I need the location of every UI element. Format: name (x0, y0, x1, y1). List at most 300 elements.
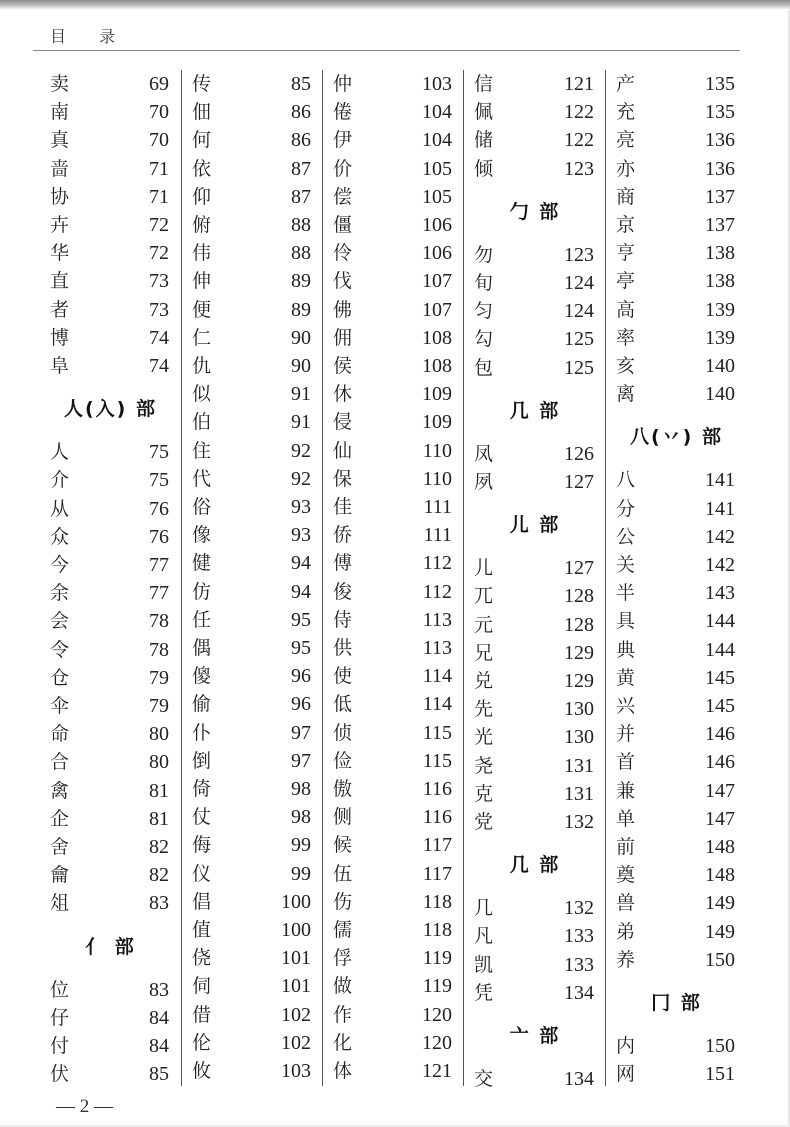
entry-character: 付 (50, 1035, 70, 1057)
index-entry (323, 70, 464, 98)
entry-character: 充 (616, 101, 636, 124)
index-entry (40, 720, 181, 748)
index-entry (464, 808, 606, 836)
entry-character: 佛 (333, 298, 353, 321)
entry-character: 仓 (50, 666, 70, 689)
index-entry (182, 324, 323, 352)
index-entry (40, 1060, 181, 1088)
entry-character: 侦 (333, 721, 353, 744)
entry-character: 禽 (50, 779, 70, 802)
entry-character: 仙 (333, 439, 353, 462)
entry-page-number: 122 (564, 129, 594, 152)
entry-page-number: 88 (291, 242, 311, 265)
entry-character: 南 (50, 101, 70, 124)
entry-character: 兀 (474, 585, 494, 608)
entry-character: 仿 (192, 580, 212, 603)
entry-character: 企 (50, 807, 70, 830)
index-entry (606, 211, 747, 239)
entry-page-number: 130 (564, 698, 594, 721)
entry-page-number: 70 (149, 129, 169, 152)
index-entry (323, 1029, 464, 1057)
entry-page-number: 114 (422, 693, 452, 716)
entry-character: 傻 (192, 665, 212, 688)
entry-page-number: 90 (291, 326, 311, 349)
entry-character: 凤 (474, 442, 494, 465)
index-entry (40, 70, 181, 98)
radical-section-heading: 人(入) 部 (64, 398, 157, 421)
index-entry (323, 239, 464, 267)
index-entry (40, 267, 181, 295)
index-entry (464, 241, 606, 269)
entry-page-number: 75 (149, 441, 169, 464)
index-entry (464, 780, 606, 808)
entry-character: 元 (474, 613, 494, 636)
index-entry (182, 408, 323, 436)
index-entry (40, 183, 181, 211)
entry-character: 命 (50, 723, 70, 746)
entry-character: 伐 (333, 270, 353, 293)
index-entry (464, 554, 606, 582)
entry-page-number: 135 (705, 101, 735, 124)
entry-page-number: 149 (705, 892, 735, 915)
entry-character: 亨 (616, 242, 636, 265)
entry-character: 侨 (333, 524, 353, 547)
entry-page-number: 113 (422, 608, 452, 631)
index-entry (606, 380, 747, 408)
entry-character: 位 (50, 978, 70, 1001)
entry-character: 尧 (474, 754, 494, 777)
entry-page-number: 133 (564, 953, 594, 976)
entry-page-number: 84 (149, 1035, 169, 1057)
entry-page-number: 88 (291, 214, 311, 236)
entry-page-number: 113 (422, 637, 452, 659)
entry-page-number: 90 (291, 355, 311, 377)
entry-page-number: 94 (291, 552, 311, 575)
entry-character: 啬 (50, 157, 70, 180)
entry-page-number: 78 (149, 638, 169, 661)
entry-page-number: 140 (705, 383, 735, 406)
index-entry (464, 752, 606, 780)
entry-page-number: 134 (564, 1068, 594, 1090)
index-entry (606, 324, 747, 352)
entry-page-number: 82 (149, 836, 169, 858)
index-column-3 (322, 70, 464, 1086)
entry-character: 合 (50, 751, 70, 774)
entry-character: 兼 (616, 779, 636, 802)
header-rule (33, 50, 740, 51)
entry-character: 奠 (616, 864, 636, 887)
index-entry (464, 695, 606, 723)
entry-page-number: 137 (705, 185, 735, 208)
entry-page-number: 102 (281, 1003, 311, 1026)
entry-page-number: 100 (281, 919, 311, 941)
entry-character: 伶 (333, 242, 353, 265)
entry-character: 伟 (192, 242, 212, 265)
entry-character: 协 (50, 185, 70, 208)
entry-page-number: 118 (422, 919, 452, 941)
radical-section-heading: 儿 部 (509, 514, 561, 537)
entry-page-number: 83 (149, 892, 169, 915)
index-entry (40, 126, 181, 154)
index-entry (40, 466, 181, 494)
entry-character: 健 (192, 552, 212, 575)
entry-page-number: 83 (149, 978, 169, 1001)
index-entry (182, 1001, 323, 1029)
entry-character: 依 (192, 157, 212, 180)
entry-character: 攸 (192, 1060, 212, 1082)
entry-character: 兄 (474, 641, 494, 664)
index-entry (606, 833, 747, 861)
index-entry (606, 946, 747, 974)
page-number: — 2 — (56, 1096, 113, 1117)
entry-character: 佩 (474, 101, 494, 124)
entry-character: 率 (616, 326, 636, 349)
entry-page-number: 133 (564, 925, 594, 948)
index-entry (606, 551, 747, 579)
entry-character: 佃 (192, 101, 212, 124)
entry-page-number: 108 (422, 355, 452, 377)
index-entry (606, 1032, 747, 1060)
index-entry (606, 664, 747, 692)
entry-character: 倚 (192, 778, 212, 800)
entry-character: 俯 (192, 214, 212, 236)
entry-character: 伏 (50, 1063, 70, 1086)
index-entry (182, 267, 323, 295)
index-entry (606, 352, 747, 380)
index-entry (182, 888, 323, 916)
index-entry (606, 805, 747, 833)
index-entry (40, 211, 181, 239)
index-entry (464, 98, 606, 126)
entry-character: 党 (474, 811, 494, 833)
index-entry (40, 777, 181, 805)
index-entry (182, 775, 323, 803)
index-entry (606, 98, 747, 126)
entry-page-number: 95 (291, 608, 311, 631)
entry-page-number: 134 (564, 981, 594, 1004)
index-entry (323, 775, 464, 803)
entry-page-number: 148 (705, 864, 735, 887)
radical-section-heading: 冂 部 (651, 992, 702, 1014)
entry-character: 偷 (192, 693, 212, 716)
entry-character: 典 (616, 638, 636, 661)
index-entry (182, 183, 323, 211)
entry-character: 半 (616, 582, 636, 605)
index-entry (182, 803, 323, 831)
entry-character: 凭 (474, 981, 494, 1004)
radical-section-heading: 勹 部 (509, 200, 561, 223)
entry-page-number: 116 (422, 806, 452, 829)
entry-character: 仲 (333, 73, 353, 95)
index-entry (40, 523, 181, 551)
entry-page-number: 146 (705, 751, 735, 774)
entry-page-number: 132 (564, 811, 594, 833)
entry-page-number: 142 (705, 525, 735, 548)
entry-page-number: 147 (705, 807, 735, 830)
entry-page-number: 129 (564, 670, 594, 692)
entry-character: 今 (50, 554, 70, 576)
entry-character: 仇 (192, 355, 212, 377)
entry-character: 俭 (333, 749, 353, 772)
entry-page-number: 112 (422, 552, 452, 575)
index-entry (464, 126, 606, 154)
entry-character: 伦 (192, 1031, 212, 1054)
index-entry (606, 183, 747, 211)
entry-character: 阜 (50, 355, 70, 377)
entry-character: 低 (333, 693, 353, 716)
index-entry (323, 606, 464, 634)
entry-character: 克 (474, 782, 494, 805)
index-entry (606, 720, 747, 748)
entry-page-number: 140 (705, 355, 735, 377)
entry-page-number: 85 (291, 73, 311, 95)
index-entry (182, 1057, 323, 1085)
entry-character: 亥 (616, 355, 636, 377)
entry-page-number: 144 (705, 610, 735, 633)
entry-character: 候 (333, 834, 353, 857)
entry-page-number: 73 (149, 270, 169, 293)
index-entry (323, 831, 464, 859)
entry-page-number: 148 (705, 836, 735, 858)
index-entry (606, 466, 747, 494)
entry-character: 佳 (333, 496, 353, 518)
index-entry (323, 944, 464, 972)
index-entry (323, 324, 464, 352)
entry-page-number: 128 (564, 585, 594, 608)
index-entry (323, 1057, 464, 1085)
entry-character: 弟 (616, 920, 636, 943)
entry-page-number: 109 (422, 411, 452, 434)
index-entry (323, 465, 464, 493)
index-entry (464, 297, 606, 325)
index-entry (464, 582, 606, 610)
entry-character: 倒 (192, 749, 212, 772)
entry-character: 侵 (333, 411, 353, 434)
entry-page-number: 105 (422, 157, 452, 180)
entry-character: 夙 (474, 471, 494, 493)
entry-character: 似 (192, 383, 212, 406)
index-entry (464, 667, 606, 695)
entry-page-number: 131 (564, 754, 594, 777)
index-entry (323, 916, 464, 944)
index-entry (323, 493, 464, 521)
index-entry (606, 579, 747, 607)
entry-page-number: 120 (422, 1003, 452, 1026)
index-entry (182, 211, 323, 239)
index-entry (323, 1001, 464, 1029)
index-entry (182, 380, 323, 408)
entry-page-number: 69 (149, 73, 169, 95)
index-entry (182, 831, 323, 859)
entry-character: 令 (50, 638, 70, 661)
index-entry (40, 636, 181, 664)
index-entry (40, 155, 181, 183)
index-entry (40, 296, 181, 324)
index-entry (606, 748, 747, 776)
entry-character: 伸 (192, 270, 212, 293)
entry-character: 并 (616, 723, 636, 746)
index-column-2 (181, 70, 323, 1086)
entry-page-number: 74 (149, 326, 169, 349)
entry-character: 僵 (333, 214, 353, 236)
entry-page-number: 145 (705, 695, 735, 717)
entry-character: 交 (474, 1068, 494, 1090)
entry-character: 儿 (474, 557, 494, 580)
entry-character: 亦 (616, 157, 636, 180)
entry-page-number: 129 (564, 641, 594, 664)
entry-page-number: 78 (149, 610, 169, 633)
index-entry (40, 861, 181, 889)
entry-character: 介 (50, 469, 70, 492)
entry-character: 兴 (616, 695, 636, 717)
index-column-1 (40, 70, 181, 1086)
entry-page-number: 92 (291, 439, 311, 462)
entry-page-number: 100 (281, 890, 311, 913)
index-entry (464, 1065, 606, 1093)
entry-character: 从 (50, 497, 70, 520)
entry-character: 俊 (333, 580, 353, 603)
entry-character: 仔 (50, 1006, 70, 1029)
entry-character: 传 (192, 73, 212, 95)
entry-character: 伯 (192, 411, 212, 434)
entry-character: 单 (616, 807, 636, 830)
entry-page-number: 80 (149, 723, 169, 746)
entry-page-number: 73 (149, 298, 169, 321)
entry-page-number: 99 (291, 834, 311, 857)
entry-page-number: 141 (705, 469, 735, 492)
entry-page-number: 127 (564, 471, 594, 493)
index-entry (40, 551, 181, 579)
entry-page-number: 98 (291, 806, 311, 829)
entry-page-number: 124 (564, 272, 594, 294)
entry-page-number: 131 (564, 782, 594, 805)
entry-character: 博 (50, 326, 70, 349)
entry-page-number: 123 (564, 157, 594, 180)
entry-character: 养 (616, 948, 636, 971)
entry-page-number: 135 (705, 73, 735, 95)
entry-character: 余 (50, 582, 70, 605)
entry-page-number: 120 (422, 1031, 452, 1054)
entry-character: 储 (474, 129, 494, 152)
entry-page-number: 138 (705, 270, 735, 293)
index-entry (182, 578, 323, 606)
entry-character: 侧 (333, 806, 353, 829)
index-entry (464, 155, 606, 183)
entry-character: 关 (616, 554, 636, 576)
entry-character: 信 (474, 73, 494, 95)
entry-page-number: 87 (291, 185, 311, 208)
entry-page-number: 125 (564, 328, 594, 351)
index-entry (182, 1029, 323, 1057)
entry-page-number: 76 (149, 525, 169, 548)
index-entry (323, 521, 464, 549)
entry-page-number: 111 (423, 524, 452, 547)
index-entry (323, 690, 464, 718)
index-entry (464, 70, 606, 98)
index-entry (323, 437, 464, 465)
index-entry (606, 692, 747, 720)
index-entry (182, 437, 323, 465)
index-entry (606, 126, 747, 154)
entry-character: 仗 (192, 806, 212, 829)
entry-page-number: 101 (281, 947, 311, 970)
entry-character: 公 (616, 525, 636, 548)
entry-character: 伍 (333, 862, 353, 885)
index-entry (606, 296, 747, 324)
entry-character: 体 (333, 1060, 353, 1082)
entry-character: 卖 (50, 73, 70, 95)
entry-character: 网 (616, 1063, 636, 1086)
entry-character: 前 (616, 836, 636, 858)
entry-page-number: 85 (149, 1063, 169, 1086)
entry-character: 做 (333, 975, 353, 998)
entry-page-number: 97 (291, 749, 311, 772)
entry-page-number: 81 (149, 807, 169, 830)
index-entry (40, 324, 181, 352)
entry-character: 侥 (192, 947, 212, 970)
entry-page-number: 79 (149, 666, 169, 689)
entry-page-number: 130 (564, 726, 594, 749)
index-entry (606, 1060, 747, 1088)
entry-character: 傲 (333, 778, 353, 800)
index-entry (182, 944, 323, 972)
index-entry (606, 607, 747, 635)
entry-page-number: 136 (705, 157, 735, 180)
entry-character: 作 (333, 1003, 353, 1026)
entry-character: 兑 (474, 670, 494, 692)
entry-character: 先 (474, 698, 494, 721)
index-entry (182, 126, 323, 154)
entry-page-number: 128 (564, 613, 594, 636)
entry-page-number: 107 (422, 270, 452, 293)
entry-page-number: 106 (422, 242, 452, 265)
entry-character: 伊 (333, 129, 353, 152)
entry-character: 倦 (333, 101, 353, 124)
entry-character: 勿 (474, 243, 494, 266)
index-entry (182, 239, 323, 267)
entry-page-number: 150 (705, 948, 735, 971)
entry-character: 侯 (333, 355, 353, 377)
entry-character: 仆 (192, 721, 212, 744)
index-entry (182, 860, 323, 888)
index-entry (464, 269, 606, 297)
index-entry (464, 611, 606, 639)
entry-page-number: 102 (281, 1031, 311, 1054)
index-entry (182, 719, 323, 747)
entry-page-number: 144 (705, 638, 735, 661)
index-entry (606, 523, 747, 551)
entry-character: 俎 (50, 892, 70, 915)
entry-page-number: 76 (149, 497, 169, 520)
entry-character: 真 (50, 129, 70, 152)
index-entry (40, 805, 181, 833)
radical-section-heading: 几 部 (509, 854, 561, 877)
entry-page-number: 97 (291, 721, 311, 744)
entry-page-number: 86 (291, 129, 311, 152)
index-entry (40, 607, 181, 635)
entry-character: 俗 (192, 496, 212, 518)
entry-page-number: 139 (705, 298, 735, 321)
index-entry (323, 888, 464, 916)
entry-page-number: 114 (422, 665, 452, 688)
entry-page-number: 115 (422, 721, 452, 744)
entry-character: 何 (192, 129, 212, 152)
entry-character: 值 (192, 919, 212, 941)
index-entry (323, 860, 464, 888)
index-entry (40, 748, 181, 776)
entry-character: 供 (333, 637, 353, 659)
index-entry (323, 408, 464, 436)
